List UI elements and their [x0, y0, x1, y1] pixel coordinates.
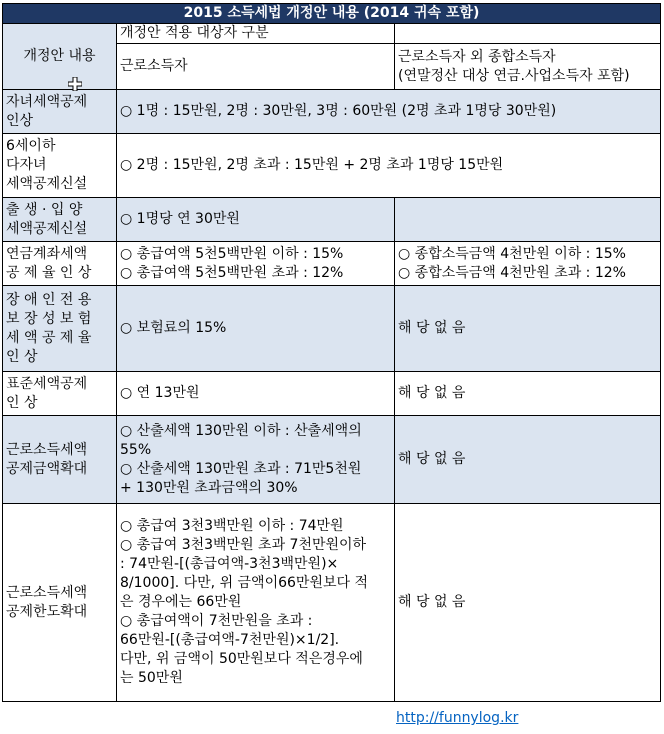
row-other-value[interactable]: 해 당 없 음 — [395, 372, 661, 416]
tax-reform-table — [2, 3, 661, 702]
table-title: 2015 소득세법 개정안 내용 (2014 귀속 포함) — [3, 4, 661, 24]
header-other-earner[interactable] — [395, 44, 661, 90]
row-item[interactable]: 표준세액공제 인 상 — [3, 372, 117, 416]
row-item[interactable]: 자녀세액공제 인상 — [3, 90, 117, 134]
header-empty-cell[interactable] — [395, 24, 661, 44]
header-target-group[interactable]: 개정안 적용 대상자 구분 — [117, 24, 395, 44]
row-worker-value[interactable]: ○ 1명 : 15만원, 2명 : 30만원, 3명 : 60만원 (2명 초과 1명당 30만원) — [117, 90, 661, 134]
row-worker-value[interactable]: ○ 연 13만원 — [117, 372, 395, 416]
row-other-value[interactable]: 해 당 없 음 — [395, 416, 661, 504]
row-item[interactable]: 6세이하 다자녀 세액공제신설 — [3, 134, 117, 198]
cell-cursor-icon — [68, 77, 82, 91]
row-item[interactable]: 연금계좌세액 공 제 율 인 상 — [3, 242, 117, 286]
row-item[interactable]: 장 애 인 전 용 보 장 성 보 험 세 액 공 제 율 인 상 — [3, 286, 117, 372]
row-worker-value[interactable]: ○ 총급여 3천3백만원 이하 : 74만원 ○ 총급여 3천3백만원 초과 7천만원이하 : 74만원-[(총급여액-3천3백만원)× 8/1000]. 다만, 위 금액이66만원보다 적 은 경우에는 66만원 ○ 총급여액이 7천만원을 초과 : 66만원-[(총급여액-7천만원)×1/2]. 다만, 위 금액이 50만원보다 적은경우에 는 50만원 — [117, 504, 395, 702]
row-worker-value[interactable]: ○ 산출세액 130만원 이하 : 산출세액의 55% ○ 산출세액 130만원 초과 : 71만5천원 + 130만원 초과금액의 30% — [117, 416, 395, 504]
header-other-earner-line1: 근로소득자 외 종합소득자 — [398, 48, 556, 65]
row-other-value[interactable] — [395, 198, 661, 242]
header-wage-earner[interactable]: 근로소득자 — [117, 44, 395, 90]
row-item[interactable]: 근로소득세액 공제금액확대 — [3, 416, 117, 504]
row-other-value[interactable]: 해 당 없 음 — [395, 504, 661, 702]
row-other-value[interactable]: ○ 종합소득금액 4천만원 이하 : 15% ○ 종합소득금액 4천만원 초과 : 12% — [395, 242, 661, 286]
row-worker-value[interactable]: ○ 2명 : 15만원, 2명 초과 : 15만원 + 2명 초과 1명당 15만원 — [117, 134, 661, 198]
header-reform-content[interactable]: 개정안 내용 — [3, 24, 117, 90]
row-worker-value[interactable]: ○ 1명당 연 30만원 — [117, 198, 395, 242]
header-other-earner-line2: (연말정산 대상 연금.사업소득자 포함) — [398, 67, 630, 84]
row-other-value[interactable]: 해 당 없 음 — [395, 286, 661, 372]
footer-link[interactable]: http://funnylog.kr — [396, 710, 519, 726]
row-item[interactable]: 근로소득세액 공제한도확대 — [3, 504, 117, 702]
row-worker-value[interactable]: ○ 보험료의 15% — [117, 286, 395, 372]
row-worker-value[interactable]: ○ 총급여액 5천5백만원 이하 : 15% ○ 총급여액 5천5백만원 초과 : 12% — [117, 242, 395, 286]
row-item[interactable]: 출 생 · 입 양 세액공제신설 — [3, 198, 117, 242]
